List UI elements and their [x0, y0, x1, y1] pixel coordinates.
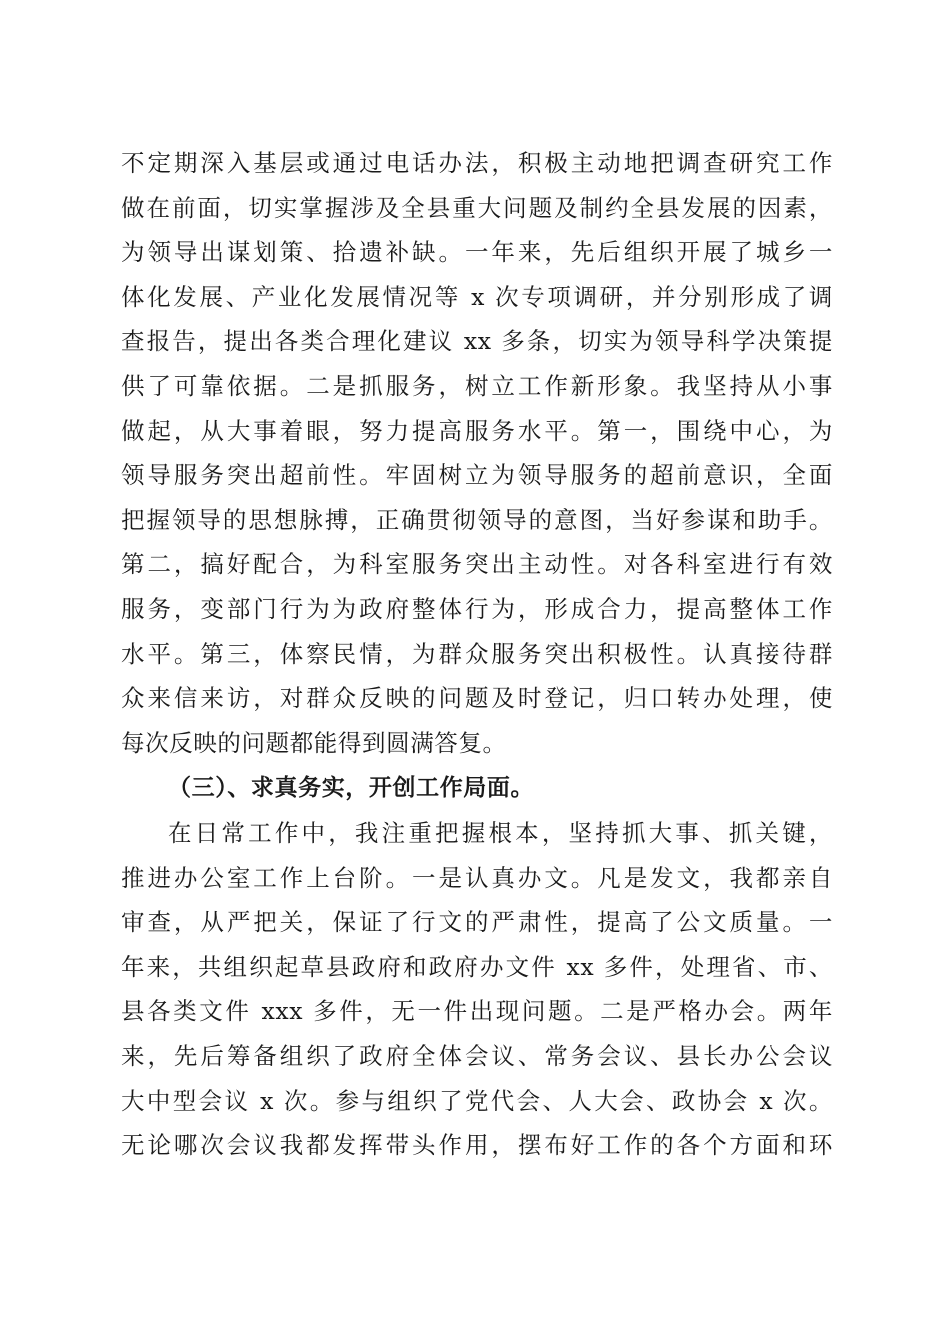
text-line: 把握领导的思想脉搏，正确贯彻领导的意图，当好参谋和助手。 [121, 505, 833, 534]
text-line: 服务，变部门行为为政府整体行为，形成合力，提高整体工作 [121, 594, 833, 623]
text-line: 供了可靠依据。二是抓服务，树立工作新形象。我坚持从小事 [121, 371, 833, 400]
text-line: 来，先后筹备组织了政府全体会议、常务会议、县长办公会议 [121, 1041, 833, 1070]
text-line: 为领导出谋划策、拾遗补缺。一年来，先后组织开展了城乡一 [121, 238, 833, 267]
text-line: 做在前面，切实掌握涉及全县重大问题及制约全县发展的因素， [121, 193, 833, 222]
text-line: 大中型会议 x 次。参与组织了党代会、人大会、政协会 x 次。 [121, 1086, 833, 1115]
text-line: 推进办公室工作上台阶。一是认真办文。凡是发文，我都亲自 [121, 863, 833, 892]
text-line: 每次反映的问题都能得到圆满答复。 [121, 728, 507, 757]
paragraph-2 [121, 811, 833, 1168]
text-line: 年来，共组织起草县政府和政府办文件 xx 多件，处理省、市、 [121, 952, 833, 981]
text-line: 众来信来访，对群众反映的问题及时登记，归口转办处理，使 [121, 684, 833, 713]
text-line: 县各类文件 xxx 多件，无一件出现问题。二是严格办会。两年 [121, 997, 833, 1026]
section-heading: （三）、求真务实，开创工作局面。 [168, 775, 535, 801]
text-line: 无论哪次会议我都发挥带头作用，摆布好工作的各个方面和环 [121, 1131, 833, 1160]
text-line: 审查，从严把关，保证了行文的严肃性，提高了公文质量。一 [121, 908, 833, 937]
text-line: 第二，搞好配合，为科室服务突出主动性。对各科室进行有效 [121, 550, 833, 579]
text-line: 领导服务突出超前性。牢固树立为领导服务的超前意识，全面 [121, 461, 833, 490]
paragraph-1 [121, 141, 833, 765]
text-line: 不定期深入基层或通过电话办法，积极主动地把调查研究工作 [121, 149, 833, 177]
text-line: 查报告，提出各类合理化建议 xx 多条，切实为领导科学决策提 [121, 327, 833, 356]
text-line: 水平。第三，体察民情，为群众服务突出积极性。认真接待群 [121, 639, 833, 668]
text-line: 体化发展、产业化发展情况等 x 次专项调研，并分别形成了调 [121, 282, 833, 311]
text-line: 在日常工作中，我注重把握根本，坚持抓大事、抓关键， [168, 819, 833, 847]
text-line: 做起，从大事着眼，努力提高服务水平。第一，围绕中心，为 [121, 416, 833, 445]
